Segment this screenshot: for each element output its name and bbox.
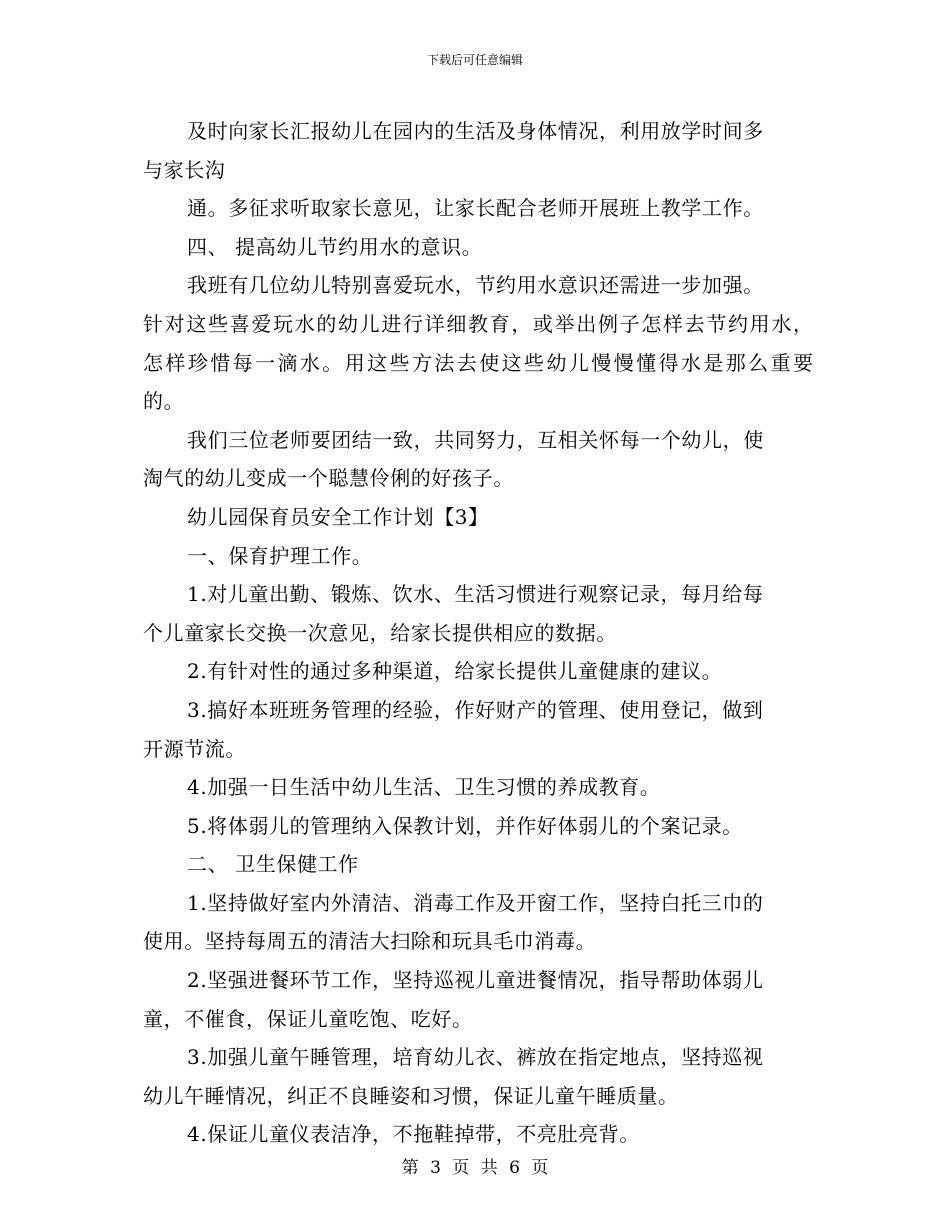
text-line: 及时向家长汇报幼儿在园内的生活及身体情况，利用放学时间多 bbox=[187, 119, 764, 143]
text-line: 2.有针对性的通过多种渠道，给家长提供儿童健康的建议。 bbox=[187, 659, 723, 684]
text-line: 1.对儿童出勤、锻炼、饮水、生活习惯进行观察记录，每月给每 bbox=[187, 582, 764, 607]
plan-title: 幼儿园保育员安全工作计划【3】 bbox=[187, 504, 489, 529]
text-line: 3.搞好本班班务管理的经验，作好财产的管理、使用登记，做到 bbox=[187, 697, 764, 722]
text-line: 使用。坚持每周五的清洁大扫除和玩具毛巾消毒。 bbox=[143, 929, 597, 954]
text-line: 3.加强儿童午睡管理，培育幼儿衣、裤放在指定地点，坚持巡视 bbox=[187, 1045, 764, 1070]
page-footer: 第 3 页 共 6 页 bbox=[401, 1158, 549, 1178]
text-line: 4.保证儿童仪表洁净，不拖鞋掉带，不亮肚亮背。 bbox=[187, 1122, 640, 1147]
section-heading: 一、保育护理工作。 bbox=[187, 543, 373, 568]
text-line: 我班有几位幼儿特别喜爱玩水，节约用水意识还需进一步加强。 bbox=[187, 273, 764, 298]
page-header: 下载后可任意编辑 bbox=[426, 53, 523, 67]
text-line: 1.坚持做好室内外清洁、消毒工作及开窗工作，坚持白托三巾的 bbox=[187, 890, 764, 915]
text-line: 与家长沟 bbox=[143, 157, 226, 182]
text-line: 个儿童家长交换一次意见，给家长提供相应的数据。 bbox=[143, 620, 617, 645]
text-line: 5.将体弱儿的管理纳入保教计划，并作好体弱儿的个案记录。 bbox=[187, 813, 743, 838]
section-heading: 二、 卫生保健工作 bbox=[187, 852, 359, 877]
section-heading: 四、 提高幼儿节约用水的意识。 bbox=[187, 234, 483, 259]
text-line: 针对这些喜爱玩水的幼儿进行详细教育，或举出例子怎样去节约用水， bbox=[143, 311, 813, 336]
text-line: 4.加强一日生活中幼儿生活、卫生习惯的养成教育。 bbox=[187, 775, 661, 800]
document-body bbox=[143, 112, 813, 1154]
text-line: 开源节流。 bbox=[143, 736, 246, 761]
text-line: 通。多征求听取家长意见，让家长配合老师开展班上教学工作。 bbox=[187, 196, 764, 221]
text-line: 怎样珍惜每一滴水。用这些方法去使这些幼儿慢慢懂得水是那么重要 bbox=[143, 350, 813, 375]
text-line: 童，不催食，保证儿童吃饱、吃好。 bbox=[143, 1006, 473, 1031]
text-line: 2.坚强进餐环节工作，坚持巡视儿童进餐情况，指导帮助体弱儿 bbox=[187, 968, 764, 993]
text-line: 我们三位老师要团结一致，共同努力，互相关怀每一个幼儿，使 bbox=[187, 427, 764, 452]
text-line: 的。 bbox=[143, 389, 185, 414]
text-line: 幼儿午睡情况，纠正不良睡姿和习惯，保证儿童午睡质量。 bbox=[143, 1083, 679, 1108]
text-line: 淘气的幼儿变成一个聪慧伶俐的好孩子。 bbox=[143, 466, 514, 491]
